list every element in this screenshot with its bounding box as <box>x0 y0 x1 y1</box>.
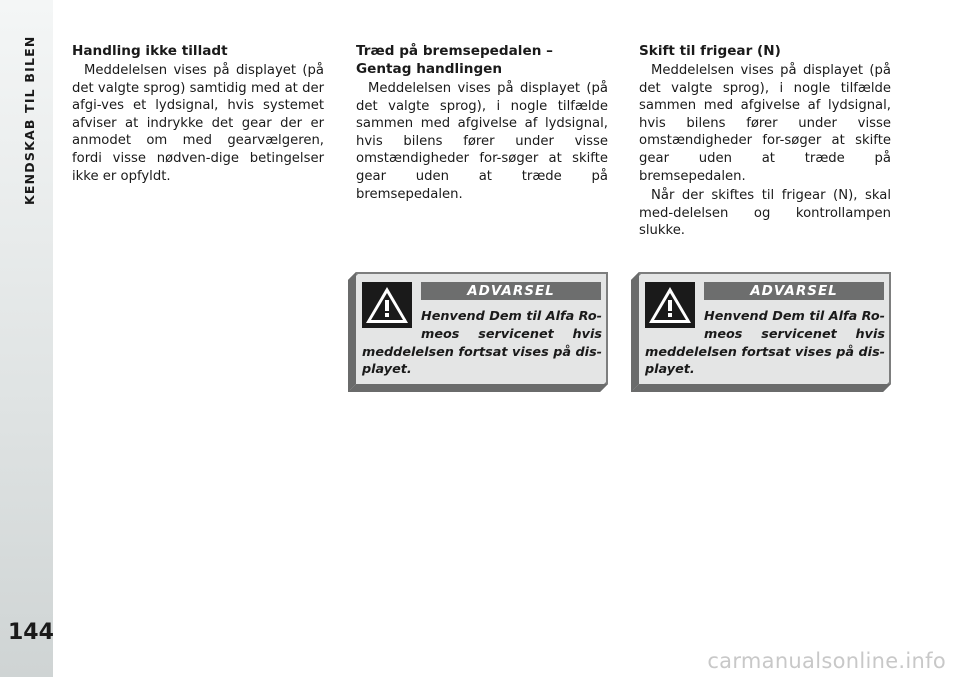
paragraph: Når der skiftes til frigear (N), skal med-delelsen og kontrollampen slukke. <box>639 188 891 239</box>
warning-text-content: Henvend Dem til Alfa Ro-meos servicenet hvis meddelelsen fortsat vises på dis-playet. <box>362 309 602 378</box>
watermark: carmanualsonline.info <box>707 649 946 673</box>
column-3 <box>639 42 891 240</box>
warning-title: ADVARSEL <box>704 282 884 300</box>
paragraph: Meddelelsen vises på displayet (på det valgte sprog), i nogle tilfælde sammen med afgivelse af lydsignal, hvis bilens fører under visse omstændigheder for-søger at skifte gear uden at træde på bremsepedalen. <box>356 81 608 202</box>
warning-box <box>631 272 891 392</box>
warning-box <box>348 272 608 392</box>
warning-text <box>645 308 885 379</box>
paragraph: Meddelelsen vises på displayet (på det valgte sprog), i nogle tilfælde sammen med afgivelse af lydsignal, hvis bilens fører under visse omstændigheder for-søger at skifte gear uden at træde på bremsepedalen. <box>639 63 891 184</box>
section-label: KENDSKAB TIL BILEN <box>22 35 37 205</box>
paragraph: Meddelelsen vises på displayet (på det valgte sprog) samtidig med at der afgi-ves et lydsignal, hvis systemet afviser at indrykke det gear der er anmodet om med gearvælgeren, fordi visse nødven-dige betingelser ikke er opfyldt. <box>72 63 324 184</box>
column-1 <box>72 42 324 185</box>
heading-traed-paa-bremsepedalen: Træd på bremsepedalen – Gentag handlingen <box>356 43 553 77</box>
heading-handling-ikke-tilladt: Handling ikke tilladt <box>72 43 228 59</box>
page-number: 144 <box>8 620 54 645</box>
warning-text-content: Henvend Dem til Alfa Ro-meos servicenet hvis meddelelsen fortsat vises på dis-playet. <box>645 309 885 378</box>
heading-skift-til-frigear: Skift til frigear (N) <box>639 43 781 59</box>
warning-title: ADVARSEL <box>421 282 601 300</box>
warning-text <box>362 308 602 379</box>
column-2 <box>356 42 608 203</box>
